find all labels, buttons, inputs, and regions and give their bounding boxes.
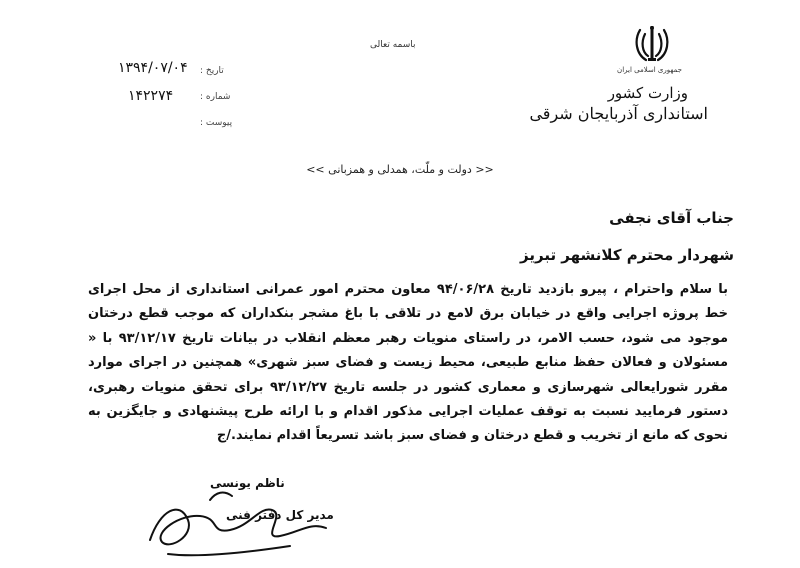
number-value: ۱۴۲۲۷۴ bbox=[128, 88, 174, 104]
iran-emblem-icon bbox=[632, 22, 672, 64]
attachment-label: پیوست : bbox=[200, 118, 233, 128]
number-label: شماره : bbox=[200, 92, 231, 102]
signer-title: مدیر کل دفتر فنی bbox=[226, 508, 334, 522]
letter-paragraph: با سلام واحترام ، پیرو بازدید تاریخ ۹۴/۰۶/۲۸ معاون محترم امور عمرانی استانداری از محل اجرای خط پروژه اجرایی واقع در خیابان برق لامع در تلاقی با باغ مشجر بنکداران که موجب قطع درختان موجود می شود، حسب الامر، در راستای منویات رهبر معظم انقلاب در بیانات تاریخ ۹۳/۱۲/۱۷ با « مسئولان و فعالان حفظ منابع طبیعی، محیط زیست و فضای سبز شهری» همچنین در اجرای موارد مقرر شورایعالی شهرسازی و معماری کشور در جلسه تاریخ ۹۳/۱۲/۲۷ برای تحقق منویات رهبری، دستور فرمایید نسبت به توقف عملیات اجرایی مذکور اقدام و با ارائه طرح پیشنهادی و جایگزین به نحوی که مانع از تخریب و قطع درختان و فضای سبز باشد تسریعاً اقدام نمایند./ج bbox=[88, 282, 729, 444]
ministry-name: وزارت کشور bbox=[607, 84, 688, 102]
slogan: << دولت و ملّت، همدلی و همزبانی >> bbox=[306, 163, 494, 176]
date-value: ۱۳۹۴/۰۷/۰۴ bbox=[118, 60, 188, 76]
recipient-name: جناب آقای نجفی bbox=[609, 209, 734, 227]
country-subtitle: جمهوری اسلامی ایران bbox=[617, 66, 682, 74]
signer-name: ناظم یونسی bbox=[210, 476, 285, 490]
letter-body bbox=[88, 278, 728, 449]
invocation: باسمه تعالی bbox=[370, 40, 416, 50]
recipient-title: شهردار محترم کلانشهر تبریز bbox=[520, 246, 734, 264]
office-name: استانداری آذربایجان شرقی bbox=[529, 104, 708, 123]
date-label: تاریخ : bbox=[200, 66, 224, 76]
